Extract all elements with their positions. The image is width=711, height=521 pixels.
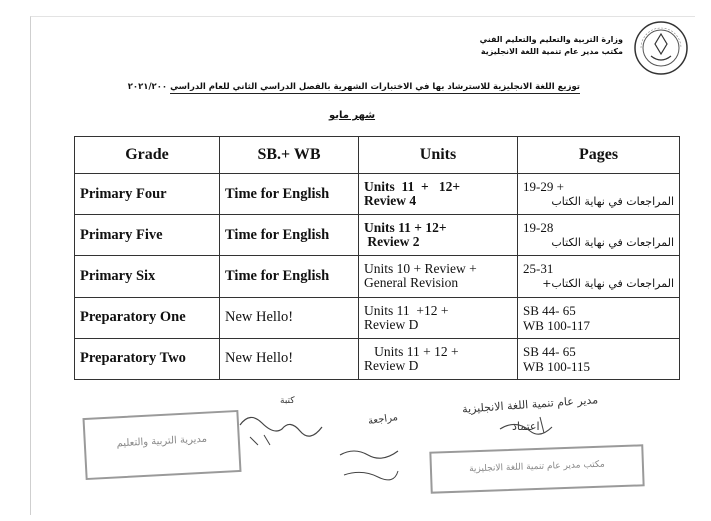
pages-line: 25-31 bbox=[523, 261, 554, 277]
pages-line: 19-29 + bbox=[523, 179, 564, 195]
units-line: Units 11 +12 + bbox=[364, 302, 449, 318]
table-row bbox=[75, 174, 680, 215]
director-signature-text: مدير عام تنمية اللغة الانجليزية bbox=[461, 393, 599, 416]
pages-line: SB 44- 65 bbox=[523, 343, 576, 359]
col-header-pages: Pages bbox=[518, 137, 680, 174]
table-header-row bbox=[75, 137, 680, 174]
units-line: Review D bbox=[364, 357, 419, 373]
units-cell bbox=[359, 297, 518, 338]
ministry-header bbox=[480, 34, 623, 58]
reviewer-signature-text: مراجعة bbox=[367, 411, 399, 428]
pages-cell bbox=[518, 297, 680, 338]
units-cell bbox=[359, 215, 518, 256]
table-row bbox=[75, 215, 680, 256]
units-cell bbox=[359, 338, 518, 379]
col-header-book: SB.+ WB bbox=[220, 137, 359, 174]
grade-cell: Primary Six bbox=[75, 256, 220, 297]
writer-signature-text: كتبة bbox=[280, 396, 295, 406]
col-header-units: Units bbox=[359, 137, 518, 174]
pages-cell bbox=[518, 338, 680, 379]
pages-line: المراجعات في نهاية الكتاب bbox=[551, 236, 674, 250]
col-header-grade: Grade bbox=[75, 137, 220, 174]
pages-line: WB 100-117 bbox=[523, 317, 591, 333]
pages-line: المراجعات في نهاية الكتاب bbox=[551, 195, 674, 209]
grade-cell: Preparatory One bbox=[75, 297, 220, 338]
table-row bbox=[75, 256, 680, 297]
units-line: Units 11 + 12+ bbox=[364, 220, 447, 236]
right-stamp-text: مكتب مدير عام تنمية اللغة الانجليزية bbox=[468, 459, 605, 475]
pages-line: WB 100-115 bbox=[523, 358, 591, 374]
units-line: Review D bbox=[364, 316, 419, 332]
ministry-name: وزارة التربية والتعليم والتعليم الفني bbox=[479, 35, 623, 44]
ministry-logo bbox=[633, 20, 689, 76]
units-cell bbox=[359, 256, 518, 297]
approval-signature-text: اعتماد bbox=[512, 420, 540, 433]
units-line: General Revision bbox=[364, 275, 459, 291]
units-line: Review 4 bbox=[364, 193, 417, 209]
book-cell: New Hello! bbox=[220, 338, 359, 379]
units-line: Review 2 bbox=[364, 234, 420, 250]
document-title: توزيع اللغة الانجليزية للاسترشاد بها في الاختبارات الشهرية بالفصل الدراسي الثاني للعام الدراسي ٢٠٢١/٢٠٠ bbox=[127, 82, 580, 92]
pages-line: SB 44- 65 bbox=[523, 302, 576, 318]
units-line: Units 11 + 12+ bbox=[364, 179, 461, 195]
book-cell: New Hello! bbox=[220, 297, 359, 338]
left-stamp bbox=[82, 410, 241, 480]
pages-line: المراجعات في نهاية الكتاب+ bbox=[542, 277, 674, 291]
units-line: Units 10 + Review + bbox=[364, 261, 477, 277]
book-cell: Time for English bbox=[220, 256, 359, 297]
pages-cell bbox=[518, 215, 680, 256]
pages-cell bbox=[518, 256, 680, 297]
book-cell: Time for English bbox=[220, 215, 359, 256]
pages-cell bbox=[518, 174, 680, 215]
units-cell bbox=[359, 174, 518, 215]
grade-cell: Preparatory Two bbox=[75, 338, 220, 379]
units-line: Units 11 + 12 + bbox=[364, 343, 459, 359]
month-label: شهر مايو bbox=[328, 110, 376, 121]
pages-line: 19-28 bbox=[523, 220, 554, 236]
grade-cell: Primary Four bbox=[75, 174, 220, 215]
office-name: مكتب مدير عام تنمية اللغة الانجليزية bbox=[480, 47, 623, 56]
grade-cell: Primary Five bbox=[75, 215, 220, 256]
book-cell: Time for English bbox=[220, 174, 359, 215]
table-row bbox=[75, 338, 680, 379]
left-stamp-text: مديرية التربية والتعليم bbox=[116, 433, 208, 450]
curriculum-table bbox=[74, 136, 680, 380]
right-stamp bbox=[429, 444, 644, 493]
table-row bbox=[75, 297, 680, 338]
